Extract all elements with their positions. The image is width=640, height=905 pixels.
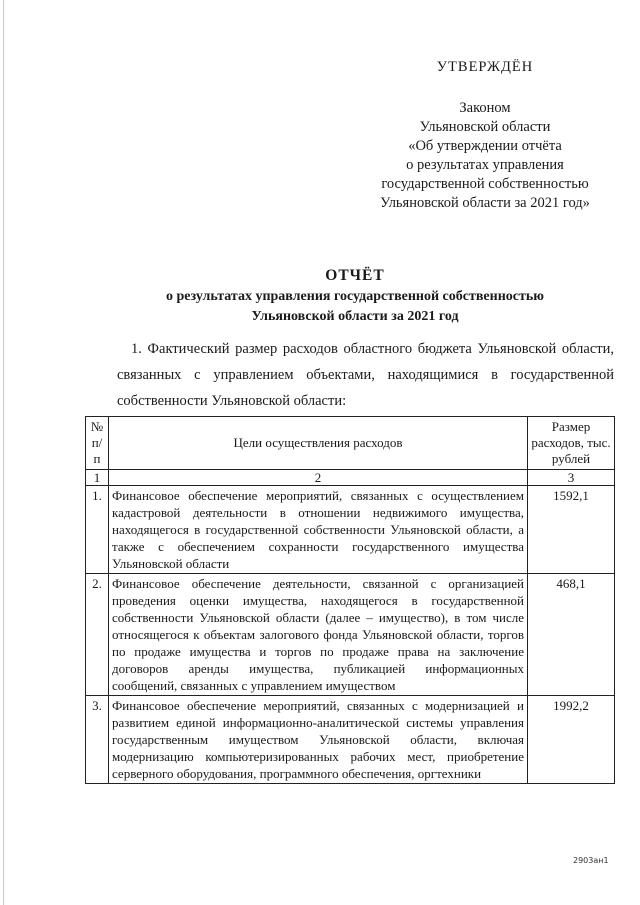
approval-line: «Об утверждении отчёта: [408, 138, 562, 154]
row-number: 3.: [86, 696, 109, 784]
intro-paragraph: 1. Фактический размер расходов областного бюджета Ульяновской области, связанных с управлением объектами, находящимися в государственной собственности Ульяновской области:: [117, 341, 614, 409]
expenses-table: [85, 416, 615, 784]
column-number: 1: [86, 470, 109, 486]
approval-line: о результатах управления: [406, 157, 564, 173]
approval-line: Законом: [459, 100, 511, 116]
column-number: 2: [109, 470, 528, 486]
approval-line: Ульяновской области за 2021 год»: [380, 195, 590, 211]
approval-block: [360, 58, 610, 213]
row-purpose: Финансовое обеспечение мероприятий, связанных с осуществлением кадастровой деятельности в отношении недвижимого имущества, находящегося в государственной собственности Ульяновской области, а также с обеспечением сохранности государственного имущества Ульяновской области: [109, 486, 528, 574]
header-num: № п/п: [86, 417, 109, 470]
header-amount: Размер расходов, тыс. рублей: [528, 417, 615, 470]
row-amount: 1992,2: [528, 696, 615, 784]
column-number-row: [86, 470, 615, 486]
table-row: [86, 696, 615, 784]
header-purpose: Цели осуществления расходов: [109, 417, 528, 470]
report-subtitle-line-1: о результатах управления государственной собственностью: [166, 289, 544, 304]
scan-edge-line: [3, 0, 4, 905]
row-number: 1.: [86, 486, 109, 574]
approval-stamp: УТВЕРЖДЁН: [436, 59, 534, 75]
report-title-block: [60, 266, 640, 326]
row-purpose: Финансовое обеспечение деятельности, связанной с организацией проведения оценки имущества, находящегося в государственной собственности Ульяновской области (далее – имущество), в том числе относящегося к объектам залогового фонда Ульяновской области, торгов по продаже имущества и торгов по продаже права на заключение договоров аренды имущества, публикацией информационных сообщений, связанных с управлением имуществом: [109, 574, 528, 696]
table-header-row: [86, 417, 615, 470]
approval-line: государственной собственностью: [381, 176, 589, 192]
report-title: ОТЧЁТ: [325, 267, 385, 284]
approval-line: Ульяновской области: [419, 119, 551, 135]
row-amount: 1592,1: [528, 486, 615, 574]
table-row: [86, 486, 615, 574]
column-number: 3: [528, 470, 615, 486]
footer-code: 2903ан1: [573, 856, 609, 865]
table-row: [86, 574, 615, 696]
row-number: 2.: [86, 574, 109, 696]
report-subtitle-line-2: Ульяновской области за 2021 год: [251, 309, 459, 324]
row-purpose: Финансовое обеспечение мероприятий, связанных с модернизацией и развитием единой информационно-аналитической системы управления государственным имуществом Ульяновской области, включая модернизацию компьютеризированных рабочих мест, приобретение серверного оборудования, программного обеспечения, оргтехники: [109, 696, 528, 784]
row-amount: 468,1: [528, 574, 615, 696]
